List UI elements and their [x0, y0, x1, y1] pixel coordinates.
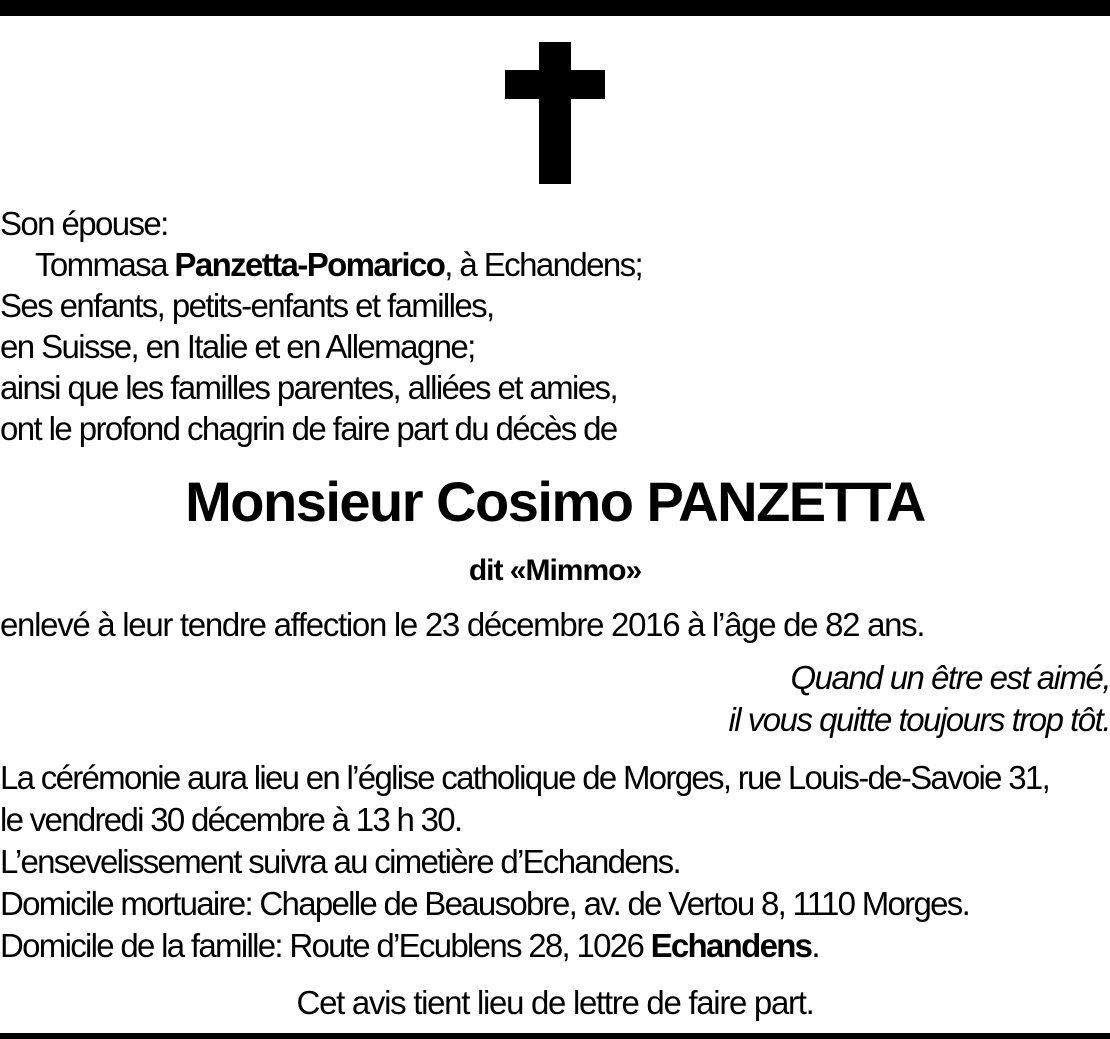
ceremony-datetime: le vendredi 30 décembre à 13 h 30. — [0, 801, 462, 838]
children-line: Ses enfants, petits-enfants et familles, — [0, 287, 494, 324]
family-address-end: . — [811, 927, 819, 964]
family-address-town: Echandens — [650, 927, 812, 964]
quote-line-2: il vous quitte toujours trop tôt. — [728, 701, 1110, 738]
relatives-line: ainsi que les familles parentes, alliées et amies, — [0, 369, 618, 406]
spouse-line — [0, 244, 1110, 285]
mortuary-address: Domicile mortuaire: Chapelle de Beausobre, av. de Vertou 8, 1110 Morges. — [0, 885, 970, 922]
ceremony-location: La cérémonie aura lieu en l’église catholique de Morges, rue Louis-de-Savoie 31, — [0, 759, 1050, 796]
deceased-nickname: dit «Mimmo» — [468, 554, 642, 587]
closing-note: Cet avis tient lieu de lettre de faire part. — [296, 984, 814, 1021]
spouse-location: , à Echandens; — [444, 246, 643, 283]
top-border-rule — [0, 0, 1110, 16]
ceremony-details — [0, 757, 1110, 967]
memorial-quote — [0, 657, 1110, 741]
spouse-surname: Panzetta-Pomarico — [174, 246, 445, 283]
burial-info: L’ensevelissement suivra au cimetière d’Echandens. — [0, 843, 680, 880]
passing-statement: enlevé à leur tendre affection le 23 décembre 2016 à l’âge de 82 ans. — [0, 606, 925, 643]
cross-horizontal-bar — [505, 70, 605, 99]
deceased-name: Monsieur Cosimo PANZETTA — [185, 470, 925, 533]
cross-icon — [505, 42, 605, 184]
spouse-first-name: Tommasa — [35, 246, 175, 283]
family-address-text: Domicile de la famille: Route d’Ecublens 28, 1026 — [0, 927, 651, 964]
cross-vertical-bar — [539, 42, 571, 184]
countries-line: en Suisse, en Italie et en Allemagne; — [0, 328, 475, 365]
spouse-heading: Son épouse: — [0, 205, 168, 242]
announcement-line: ont le profond chagrin de faire part du décès de — [0, 410, 617, 447]
bottom-border-rule — [0, 1033, 1110, 1039]
family-address — [0, 925, 1110, 967]
quote-line-1: Quand un être est aimé, — [790, 659, 1110, 696]
family-announcement — [0, 203, 1110, 449]
